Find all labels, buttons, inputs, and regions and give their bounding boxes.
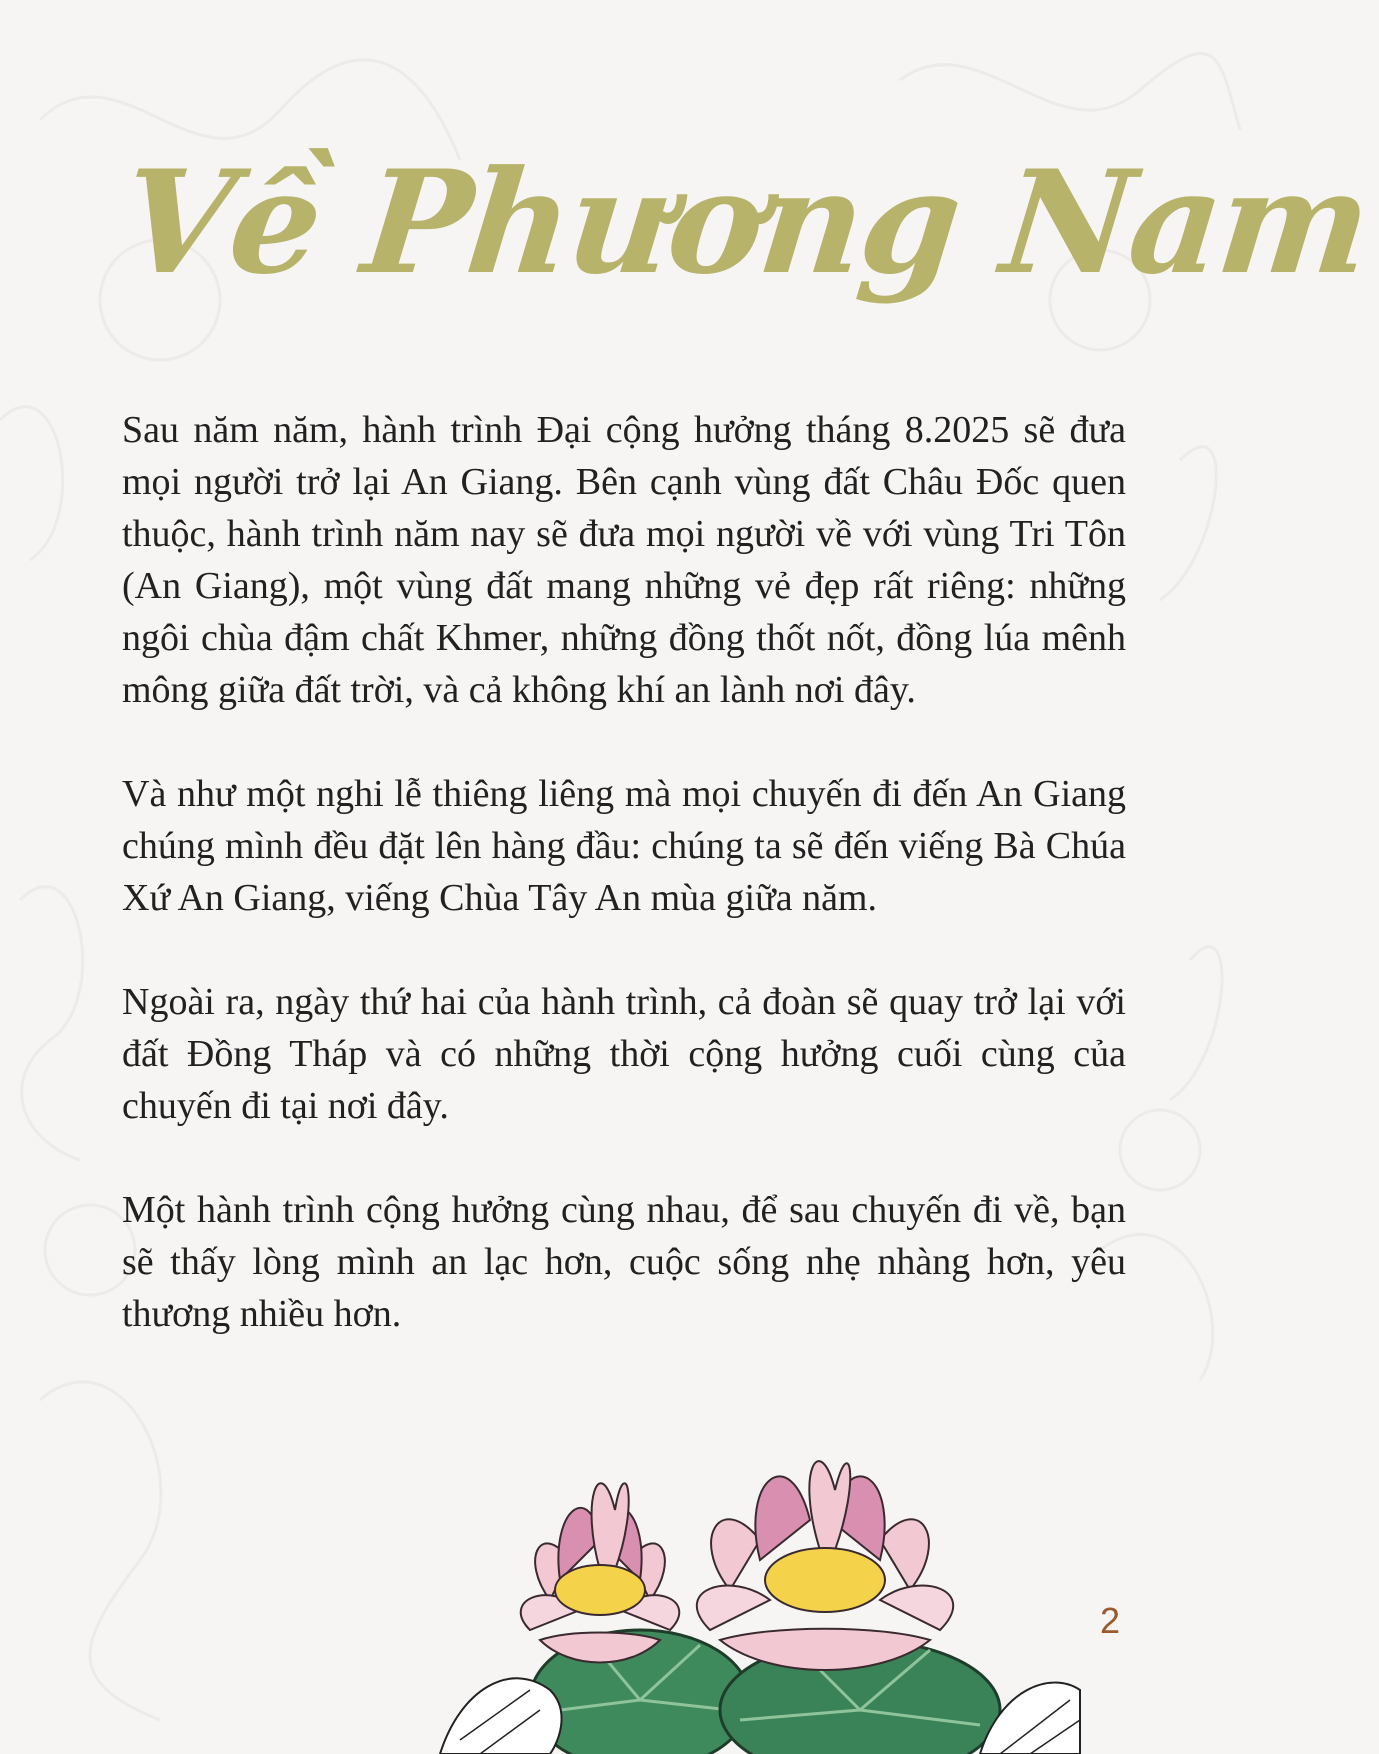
lotus-right [697, 1461, 953, 1670]
lotus-flowers-illustration [440, 1440, 1080, 1754]
page-number: 2 [1099, 1600, 1121, 1641]
paragraph-1: Sau năm năm, hành trình Đại cộng hưởng tháng 8.2025 sẽ đưa mọi người trở lại An Giang. Bên cạnh vùng đất Châu Đốc quen thuộc, hành trình năm nay sẽ đưa mọi người về với vùng Tri Tôn (An Giang), một vùng đất mang những vẻ đẹp rất riêng: những ngôi chùa đậm chất Khmer, những đồng thốt nốt, đồng lúa mênh mông giữa đất trời, và cả không khí an lành nơi đây. [122, 409, 1126, 711]
paragraph-2: Và như một nghi lễ thiêng liêng mà mọi chuyến đi đến An Giang chúng mình đều đặt lên hàng đầu: chúng ta sẽ đến viếng Bà Chúa Xứ An Giang, viếng Chùa Tây An mùa giữa năm. [122, 773, 1126, 919]
paragraph-4: Một hành trình cộng hưởng cùng nhau, để sau chuyến đi về, bạn sẽ thấy lòng mình an lạc hơn, cuộc sống nhẹ nhàng hơn, yêu thương nhiều hơn. [122, 1189, 1126, 1335]
body-text [122, 404, 1126, 1392]
paragraph-3: Ngoài ra, ngày thứ hai của hành trình, cả đoàn sẽ quay trở lại với đất Đồng Tháp và có những thời cộng hưởng cuối cùng của chuyến đi tại nơi đây. [122, 981, 1126, 1127]
outline-leaf-left [440, 1678, 562, 1754]
page-title: Về Phương Nam [114, 140, 1376, 306]
